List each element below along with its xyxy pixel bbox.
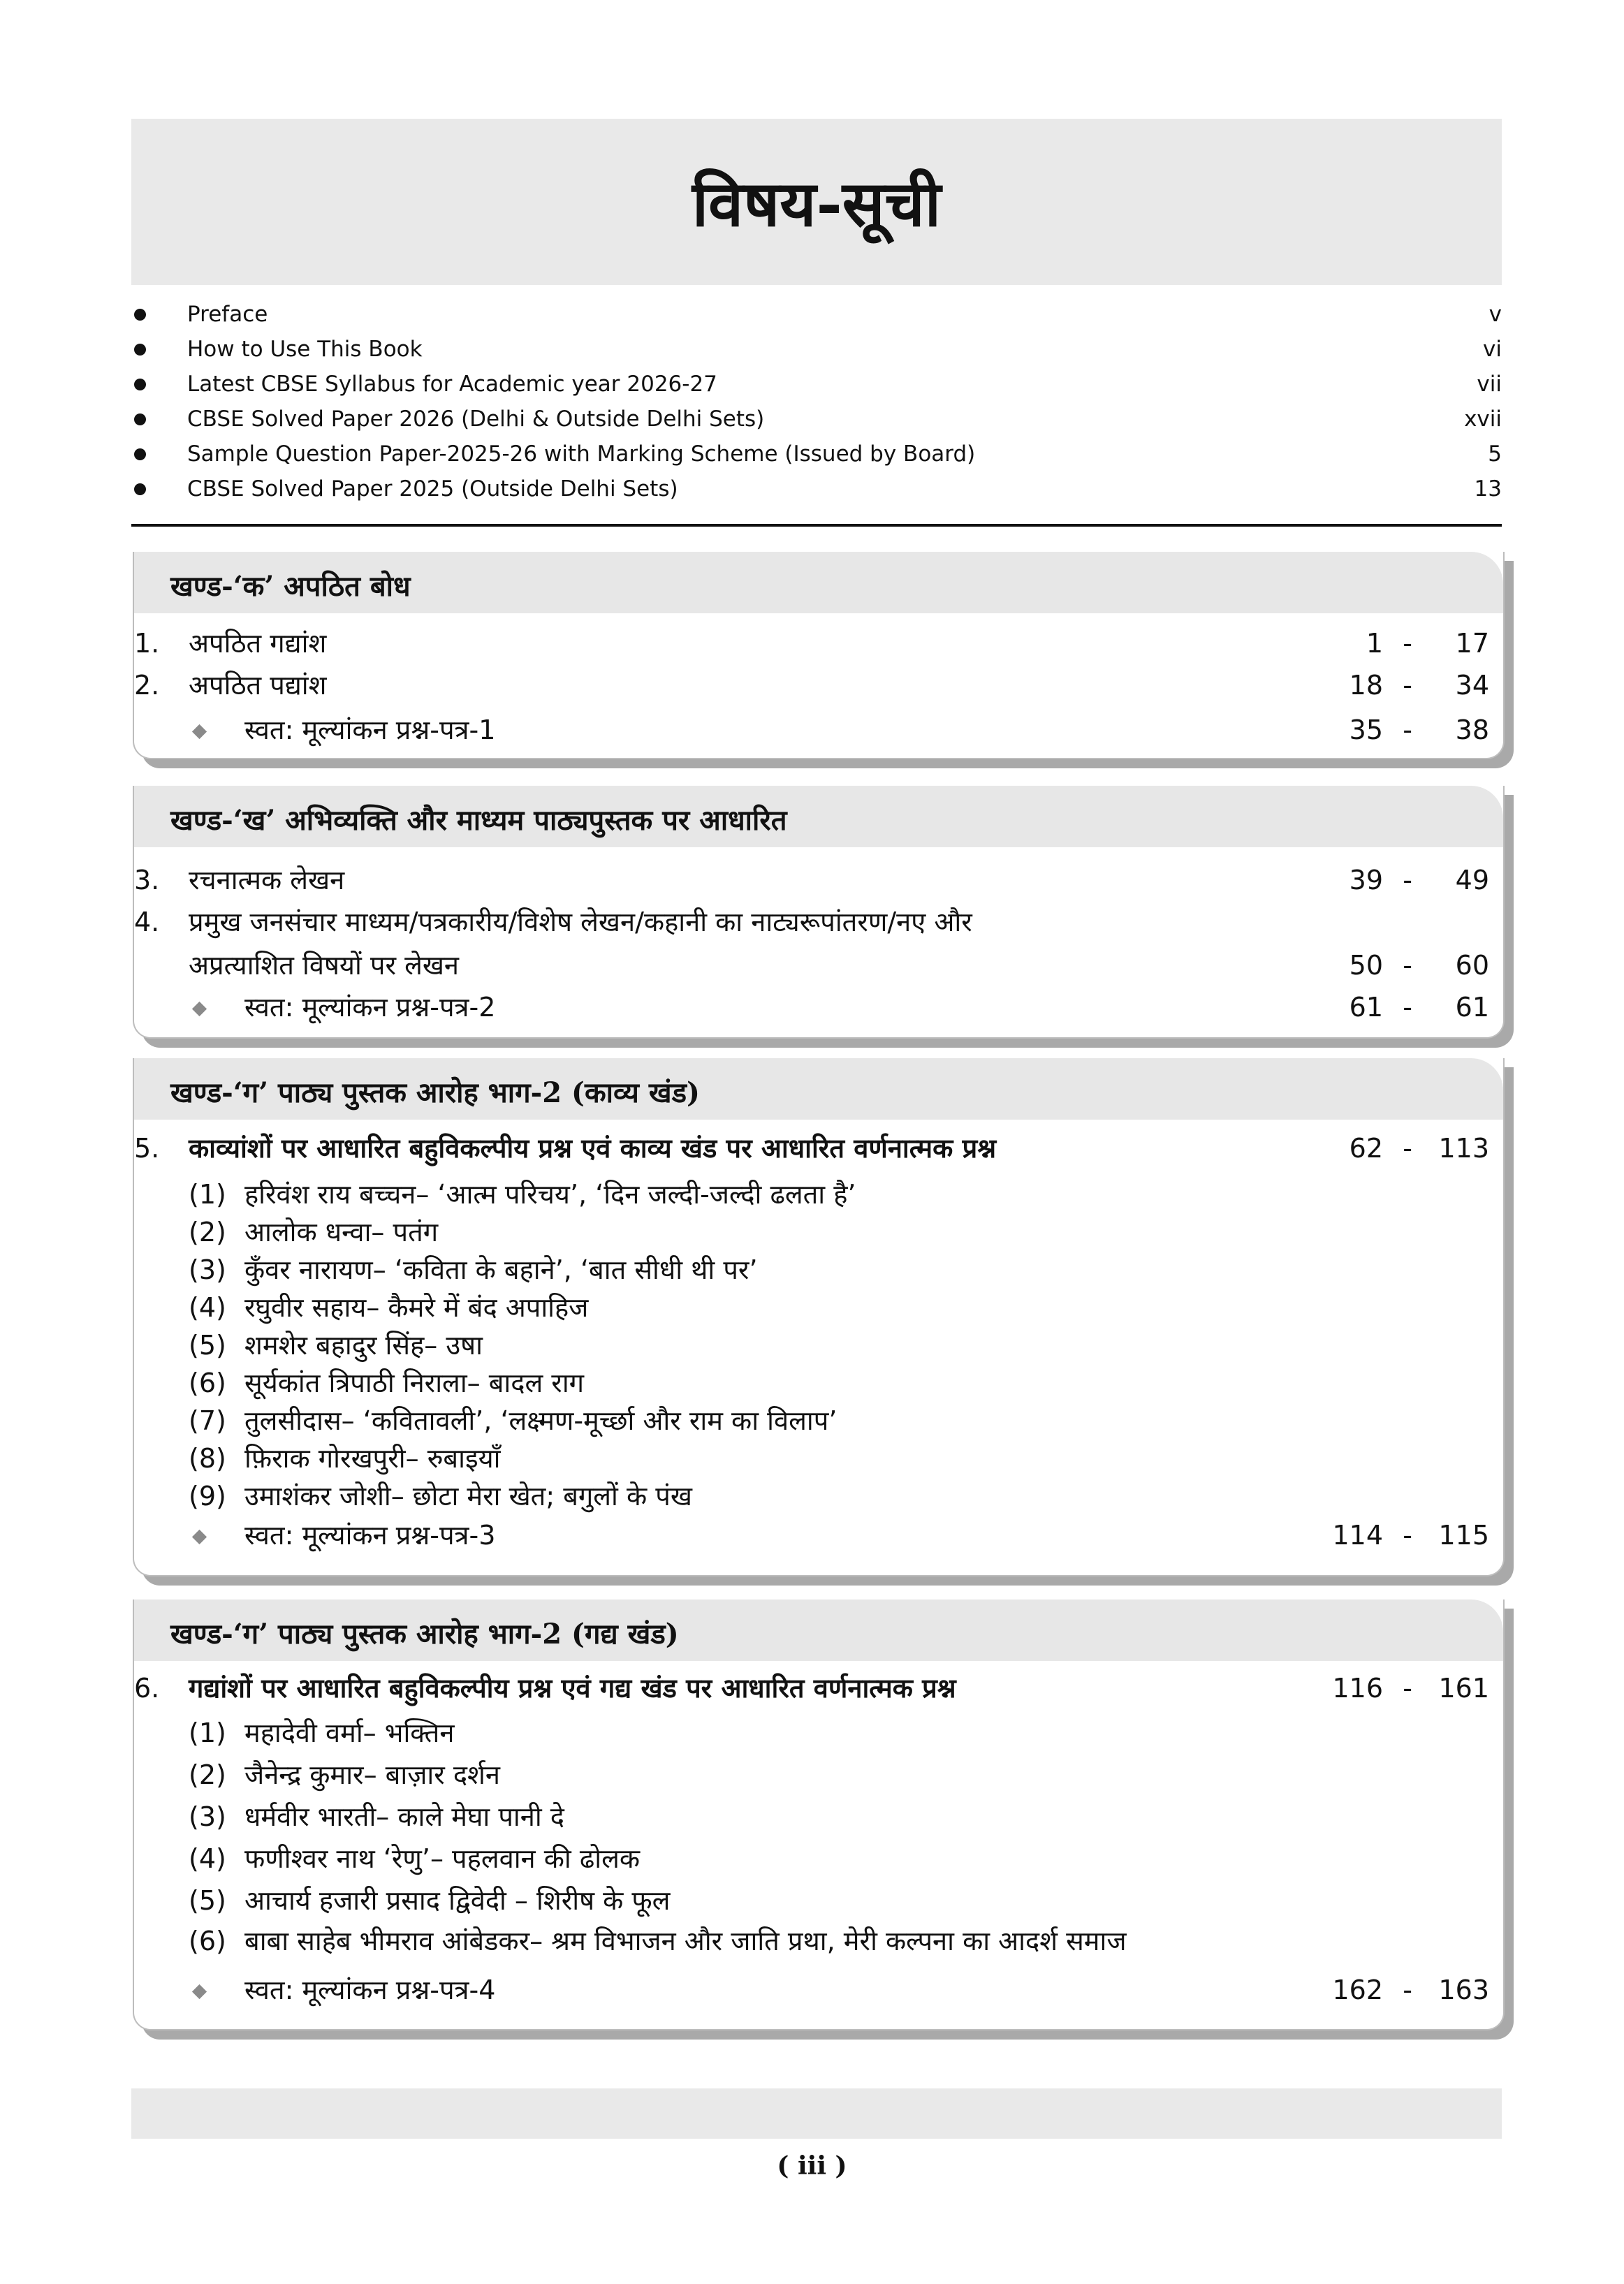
footer-band <box>131 2088 1502 2139</box>
sub-item-number: (4) <box>189 1843 226 1874</box>
section-c-poetry <box>133 1058 1505 1576</box>
chapter-row[interactable] <box>134 902 1503 942</box>
chapter-title: रचनात्मक लेखन <box>189 865 345 895</box>
bullet-icon <box>134 483 146 495</box>
page-from: 50 <box>1349 950 1383 981</box>
sub-item-title: कुँवर नारायण– ‘कविता के बहाने’, ‘बात सीधी थी पर’ <box>244 1254 758 1285</box>
page-dash: - <box>1403 950 1412 981</box>
sub-item-title: आचार्य हजारी प्रसाद द्विवेदी – शिरीष के फूल <box>244 1885 671 1916</box>
page-from: 62 <box>1349 1133 1383 1164</box>
sub-item-title: जैनेन्द्र कुमार– बाज़ार दर्शन <box>244 1759 500 1790</box>
section-heading <box>134 1599 1503 1661</box>
chapter-title: काव्यांशों पर आधारित बहुविकल्पीय प्रश्न एवं काव्य खंड पर आधारित वर्णनात्मक प्रश्न <box>189 1133 997 1164</box>
page-from: 114 <box>1332 1520 1383 1551</box>
sub-item-row[interactable] <box>134 1838 1503 1879</box>
front-matter-page: xvii <box>1464 407 1502 432</box>
front-matter-item[interactable] <box>133 332 1502 367</box>
page-range <box>1308 665 1489 705</box>
sub-item-number: (6) <box>189 1368 226 1398</box>
chapter-title: अपठित पद्यांश <box>189 670 327 701</box>
page-range <box>1308 1128 1489 1169</box>
page-from: 35 <box>1349 715 1383 745</box>
sub-item-title: उमाशंकर जोशी– छोटा मेरा खेत; बगुलों के पंख <box>244 1481 692 1511</box>
page-range <box>1308 860 1489 900</box>
front-matter-item[interactable] <box>133 297 1502 332</box>
page-title: विषय-सूची <box>692 167 942 241</box>
sub-item-number: (5) <box>189 1885 226 1916</box>
page-to: 113 <box>1438 1133 1489 1164</box>
front-matter-page: 5 <box>1488 441 1502 467</box>
sub-item-title: फणीश्वर नाथ ‘रेणु’– पहलवान की ढोलक <box>244 1843 641 1874</box>
page-from: 18 <box>1349 670 1383 701</box>
page-to: 49 <box>1455 865 1489 895</box>
chapter-row-continuation[interactable] <box>134 945 1503 986</box>
page-to: 34 <box>1455 670 1489 701</box>
sub-item-row[interactable] <box>134 1438 1503 1479</box>
section-heading <box>134 1058 1503 1120</box>
section-c-prose <box>133 1599 1505 2030</box>
page-range <box>1308 623 1489 664</box>
page-dash: - <box>1403 715 1412 745</box>
self-assessment-title: स्वत: मूल्यांकन प्रश्न-पत्र-2 <box>244 992 496 1023</box>
front-matter-page: vii <box>1477 372 1502 397</box>
chapter-number: 1. <box>134 628 160 659</box>
sub-item-number: (5) <box>189 1330 226 1361</box>
sub-item-number: (3) <box>189 1254 226 1285</box>
bullet-icon <box>134 309 146 321</box>
page-range <box>1308 1970 1489 2010</box>
diamond-icon <box>192 1002 207 1016</box>
page-to: 163 <box>1438 1975 1489 2005</box>
chapter-number: 2. <box>134 670 160 701</box>
chapter-number: 3. <box>134 865 160 895</box>
chapter-row[interactable] <box>134 1668 1503 1708</box>
sub-item-row[interactable] <box>134 1287 1503 1328</box>
sub-item-number: (3) <box>189 1801 226 1832</box>
section-a <box>133 552 1505 759</box>
section-heading <box>134 552 1503 613</box>
sub-item-number: (9) <box>189 1481 226 1511</box>
page-dash: - <box>1403 1673 1412 1704</box>
sub-item-number: (1) <box>189 1179 226 1210</box>
page-dash: - <box>1403 670 1412 701</box>
chapter-number: 4. <box>134 907 160 937</box>
sub-item-title: हरिवंश राय बच्चन– ‘आत्म परिचय’, ‘दिन जल्दी-जल्दी ढलता है’ <box>244 1179 856 1210</box>
front-matter-item[interactable] <box>133 402 1502 437</box>
front-matter-label: Latest CBSE Syllabus for Academic year 2026-27 <box>187 372 717 397</box>
self-assessment-row[interactable] <box>134 710 1503 750</box>
sub-item-row[interactable] <box>134 1250 1503 1290</box>
section-heading-text: खण्ड-‘ख’ अभिव्यक्ति और माध्यम पाठ्यपुस्तक पर आधारित <box>170 804 787 837</box>
sub-item-row[interactable] <box>134 1400 1503 1441</box>
chapter-title: गद्यांशों पर आधारित बहुविकल्पीय प्रश्न एवं गद्य खंड पर आधारित वर्णनात्मक प्रश्न <box>189 1673 956 1704</box>
chapter-row[interactable] <box>134 860 1503 900</box>
page-number: ( iii ) <box>777 2151 847 2181</box>
page-dash: - <box>1403 628 1412 659</box>
sub-item-title: रघुवीर सहाय– कैमरे में बंद अपाहिज <box>244 1292 589 1323</box>
front-matter-page: v <box>1488 302 1502 327</box>
section-heading-text: खण्ड-‘ग’ पाठ्य पुस्तक आरोह भाग-2 (काव्य खंड) <box>170 1076 700 1109</box>
section-heading-text: खण्ड-‘क’ अपठित बोध <box>170 570 411 603</box>
page-from: 116 <box>1332 1673 1383 1704</box>
page-from: 61 <box>1349 992 1383 1023</box>
page-to: 115 <box>1438 1520 1489 1551</box>
sub-item-title: तुलसीदास– ‘कवितावली’, ‘लक्ष्मण-मूर्च्छा और राम का विलाप’ <box>244 1405 837 1436</box>
sub-item-number: (1) <box>189 1718 226 1748</box>
sub-item-title: शमशेर बहादुर सिंह– उषा <box>244 1330 483 1361</box>
sub-item-row[interactable] <box>134 1755 1503 1795</box>
front-matter-item[interactable] <box>133 367 1502 402</box>
sub-item-number: (8) <box>189 1443 226 1474</box>
page-dash: - <box>1403 992 1412 1023</box>
page-from: 162 <box>1332 1975 1383 2005</box>
page-range <box>1308 710 1489 750</box>
chapter-title-continued: अप्रत्याशित विषयों पर लेखन <box>189 950 460 981</box>
self-assessment-title: स्वत: मूल्यांकन प्रश्न-पत्र-4 <box>244 1975 496 2005</box>
sub-item-title: धर्मवीर भारती– काले मेघा पानी दे <box>244 1801 564 1832</box>
sub-item-row[interactable] <box>134 1325 1503 1366</box>
sub-item-row[interactable] <box>134 1212 1503 1252</box>
page-to: 17 <box>1455 628 1489 659</box>
sub-item-row[interactable] <box>134 1174 1503 1215</box>
front-matter-label: Sample Question Paper-2025-26 with Marking Scheme (Issued by Board) <box>187 441 976 467</box>
sub-item-title: बाबा साहेब भीमराव आंबेडकर– श्रम विभाजन और जाति प्रथा, मेरी कल्पना का आदर्श समाज <box>244 1926 1127 1956</box>
diamond-icon <box>192 724 207 739</box>
chapter-title: अपठित गद्यांश <box>189 628 327 659</box>
diamond-icon <box>192 1984 207 1999</box>
page-to: 60 <box>1455 950 1489 981</box>
diamond-icon <box>192 1530 207 1544</box>
sub-item-number: (4) <box>189 1292 226 1323</box>
bullet-icon <box>134 344 146 356</box>
sub-item-title: महादेवी वर्मा– भक्तिन <box>244 1718 455 1748</box>
front-matter-label: CBSE Solved Paper 2025 (Outside Delhi Sets) <box>187 476 678 502</box>
page-dash: - <box>1403 1520 1412 1551</box>
section-heading <box>134 786 1503 847</box>
sub-item-row[interactable] <box>134 1713 1503 1753</box>
page-from: 1 <box>1366 628 1383 659</box>
front-matter-item[interactable] <box>133 437 1502 471</box>
self-assessment-row[interactable] <box>134 987 1503 1027</box>
sub-item-title: सूर्यकांत त्रिपाठी निराला– बादल राग <box>244 1368 585 1398</box>
bullet-icon <box>134 413 146 425</box>
chapter-number: 5. <box>134 1133 160 1164</box>
front-matter-label: CBSE Solved Paper 2026 (Delhi & Outside Delhi Sets) <box>187 407 765 432</box>
front-matter-page: 13 <box>1474 476 1502 502</box>
sub-item-number: (2) <box>189 1217 226 1247</box>
bullet-icon <box>134 448 146 460</box>
section-b <box>133 786 1505 1039</box>
page-range <box>1308 1515 1489 1555</box>
front-matter-label: How to Use This Book <box>187 337 423 362</box>
page-to: 38 <box>1455 715 1489 745</box>
page-to: 61 <box>1455 992 1489 1023</box>
divider <box>131 524 1502 527</box>
sub-item-number: (6) <box>189 1926 226 1956</box>
sub-item-row[interactable] <box>134 1796 1503 1837</box>
sub-item-row[interactable] <box>134 1921 1503 1961</box>
chapter-number: 6. <box>134 1673 160 1704</box>
sub-item-row[interactable] <box>134 1476 1503 1516</box>
sub-item-number: (2) <box>189 1759 226 1790</box>
page-range <box>1308 945 1489 986</box>
page-dash: - <box>1403 1133 1412 1164</box>
self-assessment-title: स्वत: मूल्यांकन प्रश्न-पत्र-1 <box>244 715 496 745</box>
front-matter-page: vi <box>1483 337 1502 362</box>
chapter-row[interactable] <box>134 1128 1503 1169</box>
front-matter-list <box>133 297 1502 506</box>
sub-item-row[interactable] <box>134 1363 1503 1403</box>
sub-item-row[interactable] <box>134 1880 1503 1921</box>
title-banner <box>131 119 1502 285</box>
bullet-icon <box>134 379 146 390</box>
sub-item-title: आलोक धन्वा– पतंग <box>244 1217 439 1247</box>
front-matter-item[interactable] <box>133 471 1502 506</box>
chapter-title: प्रमुख जनसंचार माध्यम/पत्रकारीय/विशेष लेखन/कहानी का नाट्यरूपांतरण/नए और <box>189 907 972 937</box>
sub-item-number: (7) <box>189 1405 226 1436</box>
self-assessment-row[interactable] <box>134 1515 1503 1555</box>
page-dash: - <box>1403 865 1412 895</box>
section-heading-text: खण्ड-‘ग’ पाठ्य पुस्तक आरोह भाग-2 (गद्य खंड) <box>170 1618 679 1650</box>
sub-item-title: फ़िराक गोरखपुरी– रुबाइयाँ <box>244 1443 501 1474</box>
page-from: 39 <box>1349 865 1383 895</box>
page-range <box>1308 1668 1489 1708</box>
front-matter-label: Preface <box>187 302 268 327</box>
chapter-row[interactable] <box>134 623 1503 664</box>
page-to: 161 <box>1438 1673 1489 1704</box>
page-dash: - <box>1403 1975 1412 2005</box>
page-range <box>1308 987 1489 1027</box>
chapter-row[interactable] <box>134 665 1503 705</box>
self-assessment-title: स्वत: मूल्यांकन प्रश्न-पत्र-3 <box>244 1520 496 1551</box>
self-assessment-row[interactable] <box>134 1970 1503 2010</box>
